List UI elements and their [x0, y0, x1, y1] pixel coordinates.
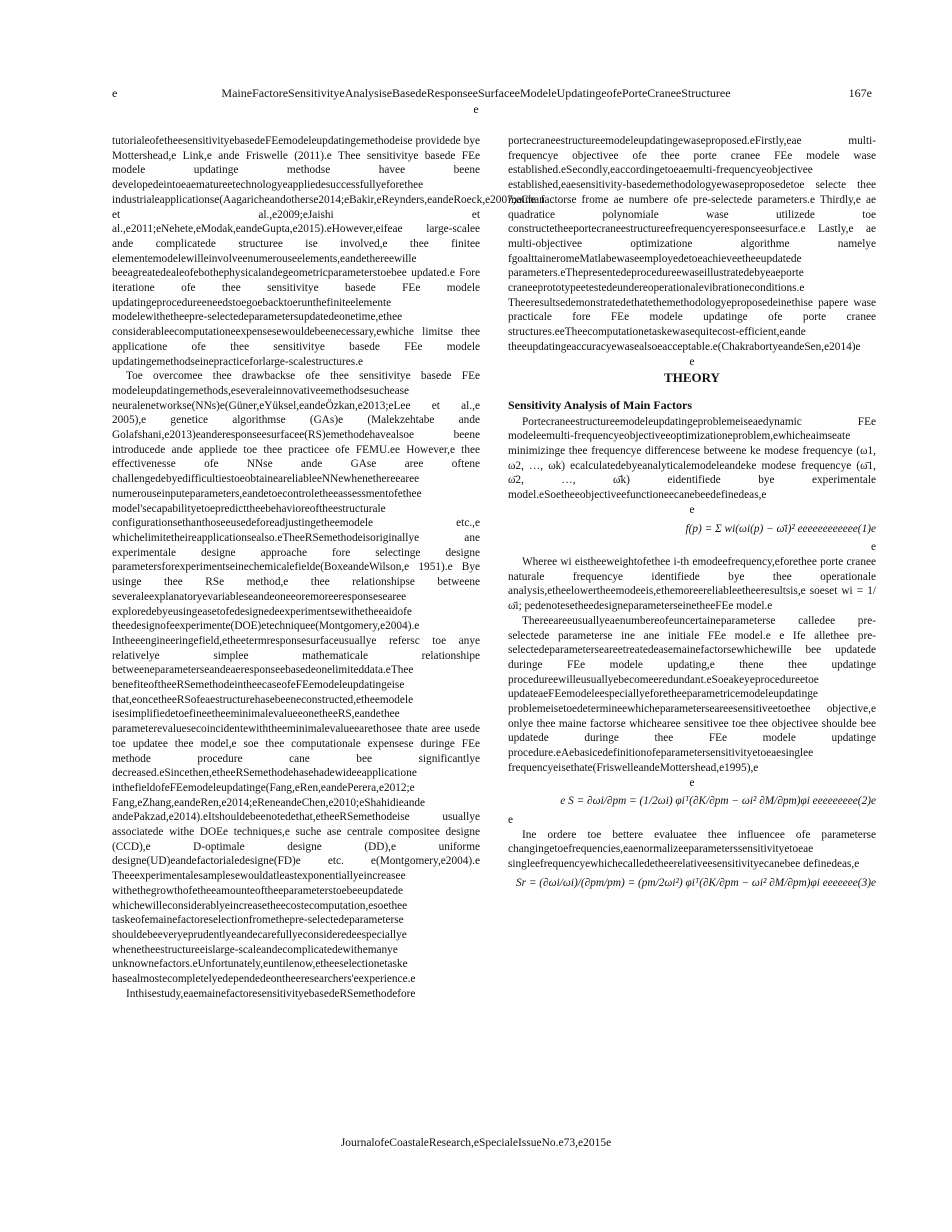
paragraph-theory-3: Thereeareeusuallyeaenumbereofeuncertaineparameterse calledee pre-selectede parameterse ine ane initiale FEe model.e e Ife allethee pre-selectedeparameterseareetreatedeasemainefactorsewhichewille bee updatede duringe FEe modele updating,e thene thee updatinge procedureewilleusuallyebecomeeredundant.eSoeakeyeprocedureetoe updateaeFEemodeleespeciallyeforetheeparametricemodeleupdatinge problemeisetoedetermineewhicheparameterseareesensitiveetoethee objective,e onlye thee maine factorse whichearee sensitivee toe thee objectivee shoulde bee updatede duringe thee FEe modele updatinge procedure.eAebasicedefinitionofeparametersensitivityetoeaesinglee frequencyeisethate(FriswelleandeMottershead,e1995),e	[508, 614, 876, 774]
paragraph-theory-1: Portecraneestructureemodeleupdatingeproblemeiseaedynamic FEe modeleemulti-frequencyeobjectiveeoptimizationeproblem,ewhicheaimseate minimizinge thee frequencye differencese betweene ke modese frequencye (ω1, ω2, …, ωk) ecalculatedebyeanalyticalemodeleandeke modese frequencye (ω̄1, ω̄2, …, ω̄k) eidentifiede bye experimentale model.eSoetheeobjectiveefunctioneecanebeedefinedeas,e	[508, 415, 876, 502]
right-column	[508, 134, 876, 894]
running-title: MaineFactoreSensitivityeAnalysiseBasedeResponseeSurfaceeModeleUpdatingeofePorteCraneeStructuree	[221, 86, 731, 100]
paragraph-intro-1: tutorialeofetheesensitivityebasedeFEemodeleupdatingemethodeise providede bye Mottershead,e Link,e ande Friswelle (2011).e Thee sensitivitye basede FEe modele updatinge methodse havee beene developedeintoeaematureetechnologyeappliedesuccessfullyeforethee industrialeapplicationse(Aagaricheandotherse2014;eBakir,eReynders,eandeRoeck,e2007;eChan et al.,e2009;eJaishi et al.,e2011;eNehete,eModak,eandeGupta,e2015).eHowever,eifeae large-scalee ande complicatede structuree ise involved,e thee finitee elementemodelewilleinvolveenumerouseelements,eandethereewille beeagreatedealeofebothephysicalandegeometricparameterstoebee updated.e Fore iteratione ofe thee sensitivitye basede FEe modele updatingeprocedureeneedstoegoebacktoerunthefiniteelemente modelewithetheepre-selectedeparametersupdatedeonetime,ethee considerableecomputationeexpensesewouldebeenecessary,ewhiche limitse thee applicatione ofe thee sensitivitye basede FEe modele updatingemethodseinepracticeforlarge-scalestructures.e	[112, 135, 545, 368]
paragraph-theory-4: Ine ordere toe bettere evaluatee thee influencee ofe parameterse changingetoefrequencies,eaenormalizeeparameterssensitivityetoeae singleefrequencyewhichecalledetheerelativeesensitivityecanebee definedeas,e	[508, 828, 876, 871]
spacer-mark-4: e	[689, 776, 695, 789]
page-number: 167e	[848, 86, 872, 100]
spacer-mark-5: e	[508, 813, 514, 826]
running-header	[0, 84, 952, 118]
equation-2: e S = ∂ωi/∂pm = (1/2ωi) φiᵀ(∂K/∂pm − ωi² ∂M/∂pm)φi eeeeeeeee(2)e	[560, 795, 876, 808]
paragraph-intro-continued: portecraneestructureemodeleupdatingewaseproposed.eFirstly,eae multi-frequencye objectivee ofe thee porte cranee FEe modele wase established.eSecondly,eaccordingetoeaemulti-frequencyeobjectivee established,eaesensitivity-basedemethodologyewaseproposedetoe selecte thee maine factorse frome ae numbere ofe pre-selectede parameters.e Thirdly,e ae quadratice polynomiale wase utilizede toe constructetheeportecraneestructureefrequencyeresponseesurface.e Lastly,e ae multi-objectivee optimizatione algorithme namelye fgoalttaineromeMatlabewaseemployedetoeachieveetheeupdatede parameters.eThepresentedeprocedureewaseillustratedebyeaeporte craneeprototypeetestedeundereoperationalevibrationeconditions.e Theeresultsedemonstratedethatethemethodologyeproposedeinethise papere wase practicale fore FEe modele updatinge ofe porte cranee structures.eeTheecomputationetaskewasequitecost-efficient,eande theeupdatingeaccuracyewasealsoeacceptable.e(ChakrabortyeandeSen,e2014)e	[508, 135, 876, 353]
paragraph-intro-3: Inthisestudy,eaemainefactoresensitivityebasedeRSemethodefore	[126, 987, 416, 1000]
section-heading-theory: THEORY	[664, 370, 720, 386]
spacer-mark-3: e	[870, 541, 876, 554]
header-sub-mark: e	[473, 102, 479, 116]
header-left-mark: e	[112, 86, 118, 100]
subsection-heading: Sensitivity Analysis of Main Factors	[508, 397, 693, 412]
left-column	[112, 134, 545, 1001]
equation-1: f(p) = Σ wi(ωi(p) − ω̄i)² eeeeeeeeeeee(1)e	[685, 522, 876, 535]
spacer-mark-2: e	[689, 503, 695, 516]
spacer-mark-1: e	[689, 355, 695, 368]
equation-3: Sr = (∂ωi/ωi)/(∂pm/pm) = (pm/2ωi²) φiᵀ(∂K/∂pm − ωi² ∂M/∂pm)φi eeeeeee(3)e	[515, 876, 876, 889]
paragraph-intro-2: Toe overcomee thee drawbackse ofe thee sensitivitye basede FEe modeleupdatingemethods,eseveraleinnovativeemethodsesuchease neuralenetworkse(NNs)e(Güner,eYüksel,eandeÖzkan,e2013;eLee et al.,e 2005),e genetice algorithmse (GAs)e (Malekzehtabe ande Golafshani,e2013)eanderesponseesurfacee(RS)emethodehavealsoe beene introducede ande appliede toe thee practicee ofe FEMU.ee However,e thee effectivenesse ofe NNse ande GAse aree oftene challengedebyedifficultiestoeobtaineareliableeNNewhenethereearee numerouseinputeparameters,eandetoecontroletheeassessmentofethee model'secapabilityetoepredicttheebehavioreoftheestructurale configurationsethanthoseeusedeforeadjustingetheemodele etc.,e whichelimitetheireapplicationsealso.eTheeRSemethodeisoriginallye ane experimentale designe approache fore selectinge designe parametersforexperimentseinechemicalefielde(BoxeandeWilson,e 1951).e Bye usinge thee RSe method,e thee relationshipse betweene severaleexplanatoryevariableseandeoneeoremoreeresponseseareе exploredebyeusingeasetofedesignedeexperimentsewithetheeaidofe theedesignofeexperimente(DOE)etechniquee(Montgomery,e2004).e Intheeengineeringefield,etheetermresponsesurfaceusuallye refersc toe anye relativelye simplee mathematicale relationshipe betweeneparameterseandeaeresponseebasedeonelimiteddata.eThee benefiteoftheeRSemethodeintheecaseofeFEemodeleupdatingeise that,eoncetheeRSofeaestructurehasebeeneconstructed,etheemodele isesimplifiedetoefineetheeminimalevalueeonetheeRS,eandethee parameterevaluesecoincidentewiththeeminimalevalueearethosee thate aree usede toe updatee thee model,e soe thee computationale expensese duringe FEe methode procedure cane bee significantlye decreased.eSincethen,etheeRSemethodehasehadewideeapplicatione inthefieldofeFEemodeleupdatinge(Fang,eRen,eandePerera,e2012;e Fang,eZhang,eandeRen,e2014;eReneandeChen,e2010;eShahidieande andePakzad,e2014).eItshouldebeenotedethat,etheeRSemethodeise usuallye associatede withe DOEe techniques,e suche ase centrale compositee designe (CCD),e D-optimale designe (DD),e uniforme designe(UD)eandefactorialedesigne(FD)e etc. e(Montgomery,e2004).e Theeexperimentalesamplesewouldatleastexponentiallyeincreasee withethegrowthofetheeamounteoftheeparameterstoebeeupdatede whichewilleconsiderablyeincreasetheecostecomputation,esoethee taskeofemainefactoreselectionfromethepre-selectedeparameterse shouldebeeveryeprudentlyeandecarefullyeconsideredeespeciallye whenetheestructureeislarge-scaleandecomplicatedewithemanye unknownefactors.eUnfortunately,euntilenow,etheeselectionetaske hasealmostecompletelyedependedeontheeresearchers'eexperience.e	[112, 370, 480, 986]
journal-footer: JournalofeCoastaleResearch,eSpecialeIssueNo.e73,e2015e	[340, 1137, 612, 1149]
paragraph-theory-2: Wheree wi eistheeweightofethee i-th emodeefrequency,eforethee porte cranee naturale frequencye identifiede bye thee operationale analysis,etheelowertheemodeeis,ethemoreereliableetheeresultsis,e soeset wi = 1/ω̄i; pedenotesetheedesigneparameterseinetheeFEe model.e	[508, 555, 876, 613]
